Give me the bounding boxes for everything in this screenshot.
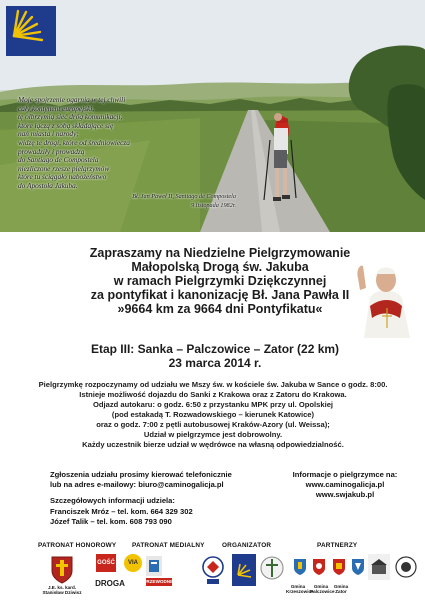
gmina-label: Gmina Zator — [333, 584, 349, 595]
details-line: (pod estakadą T. Rozwadowskiego – kierunek Katowice) — [111, 410, 315, 419]
contact-person: Franciszek Mróz – tel. kom. 664 329 302 — [50, 506, 193, 516]
quote-line: cały kontynent europejski, — [18, 103, 95, 113]
scallop-shell-logo — [6, 6, 56, 56]
university-crest-icon — [201, 555, 225, 587]
gmina-label: Gmina Palczowice — [310, 584, 335, 595]
building-icon — [370, 558, 388, 576]
event-details — [18, 380, 408, 450]
headline-line: Małopolską Drogą św. Jakuba — [131, 260, 309, 274]
headline-line: Zapraszamy na Niedzielne Pielgrzymowanie — [89, 246, 351, 260]
seal-icon — [395, 556, 417, 578]
contact-email[interactable]: lub na adres e-mailowy: biuro@caminogalicja.pl — [50, 480, 224, 490]
pope-portrait — [350, 248, 420, 338]
book-icon — [148, 559, 160, 573]
registration-contact — [50, 470, 250, 527]
papal-quote — [18, 96, 236, 209]
przewodnik-logo: PRZEWODNIK — [143, 579, 175, 585]
quote-line: widzę te drogi, które od średniowiecza — [18, 137, 130, 147]
details-line: Odjazd autokaru: o godz. 6:50 z przystanku MPK przy ul. Opolskiej — [92, 400, 334, 409]
quote-line: które łączą z sobą składające się — [18, 120, 114, 130]
town-crest-icon — [312, 558, 326, 576]
details-line: Każdy uczestnik bierze udział w wędrówce na własną odpowiedzialność. — [82, 440, 344, 449]
quote-line: niezliczone rzesze pielgrzymów — [18, 163, 110, 173]
patron-name: J.E. ks. kard. — [47, 584, 77, 590]
scallop-shell-icon — [235, 561, 253, 579]
details-line: Udział w pielgrzymce jest dobrowolny. — [143, 430, 283, 439]
quote-line: tę olbrzymią sieć dróg komunikacji, — [18, 112, 123, 122]
quote-line: które tu ściągało nabożeństwo — [18, 172, 107, 182]
honorary-patron-label: PATRONAT HONOROWY — [38, 542, 117, 549]
quote-line: Moje spojrzenie ogarnia w tej chwili — [18, 95, 126, 104]
header-photo — [0, 0, 425, 232]
details-line: oraz o godz. 7:00 z pętli autobusowej Kraków-Azory (ul. Weissa); — [96, 420, 330, 429]
info-links — [270, 470, 420, 501]
gmina-label: Gmina Krzeszowice — [286, 584, 314, 595]
website-link[interactable]: www.caminogalicja.pl — [305, 480, 385, 490]
organizer-logo-2 — [232, 554, 256, 586]
headline-line: za pontyfikat i kanonizację Bł. Jana Pawła II — [90, 288, 350, 302]
stage-route: Etap III: Sanka – Palczowice – Zator (22 km) — [90, 342, 340, 356]
headline-line: »9664 km za 9664 dni Pontyfikatu« — [117, 302, 323, 316]
via-logo: VIA — [124, 554, 142, 572]
town-crest-icon — [332, 558, 346, 576]
droga-logo: DROGA — [95, 578, 125, 588]
scallop-shell-icon — [6, 6, 46, 46]
quote-date: 9 listopada 1982r. — [191, 201, 236, 209]
cardinal-crest — [40, 553, 84, 597]
parish-logo-icon — [259, 555, 285, 585]
headline-line: w ramach Pielgrzymki Dziękczynnej — [113, 274, 327, 288]
partner-logo-6 — [394, 554, 418, 580]
patron-name: Stanisław Dziwisz — [42, 590, 82, 595]
partner-crest-1 — [292, 554, 308, 580]
info-heading: Informacje o pielgrzymce na: — [292, 470, 398, 479]
coat-of-arms-icon — [49, 555, 75, 585]
quote-line: do Apostoła Jakuba. — [18, 180, 78, 190]
organizer-logo-1 — [200, 554, 226, 588]
town-crest-icon — [293, 558, 307, 576]
details-line: Pielgrzymkę rozpoczynamy od udziału we Mszy św. w kościele św. Jakuba w Sance o godz. 8:00. — [38, 380, 388, 389]
quote-line: do Santiago de Compostela — [18, 155, 99, 165]
quote-line: nań miasta i narody; — [18, 129, 79, 139]
contact-line: Szczegółowych informacji udziela: — [50, 496, 175, 506]
organizer-logo-3 — [258, 554, 286, 586]
guide-book-logo — [146, 556, 162, 576]
stage-date: 23 marca 2014 r. — [168, 356, 262, 370]
partner-crest-4 — [350, 554, 366, 580]
stage-info — [70, 342, 360, 370]
quote-signature: Bł. Jan Paweł II, Santiago de Compostela — [132, 192, 236, 200]
contact-line: Zgłoszenia udziału prosimy kierować telefonicznie — [50, 470, 232, 479]
gosc-logo: GOŚĆ — [96, 554, 116, 572]
contact-person: Józef Talik – tel. kom. 608 793 090 — [50, 516, 172, 526]
media-patron-label: PATRONAT MEDIALNY — [132, 542, 205, 549]
details-line: Istnieje możliwość dojazdu do Sanki z Krakowa oraz z Zatoru do Krakowa. — [79, 390, 347, 399]
quote-line: prowadziły i prowadzą — [18, 146, 85, 156]
organizer-label: ORGANIZATOR — [222, 542, 272, 549]
partner-crest-3 — [330, 554, 348, 580]
town-crest-icon — [351, 558, 365, 576]
partners-label: PARTNERZY — [317, 542, 358, 549]
headline — [70, 246, 370, 316]
sponsors-row — [0, 542, 425, 600]
website-link[interactable]: www.swjakub.pl — [315, 490, 375, 500]
partner-logo-5 — [368, 554, 390, 580]
partner-crest-2 — [310, 554, 328, 580]
